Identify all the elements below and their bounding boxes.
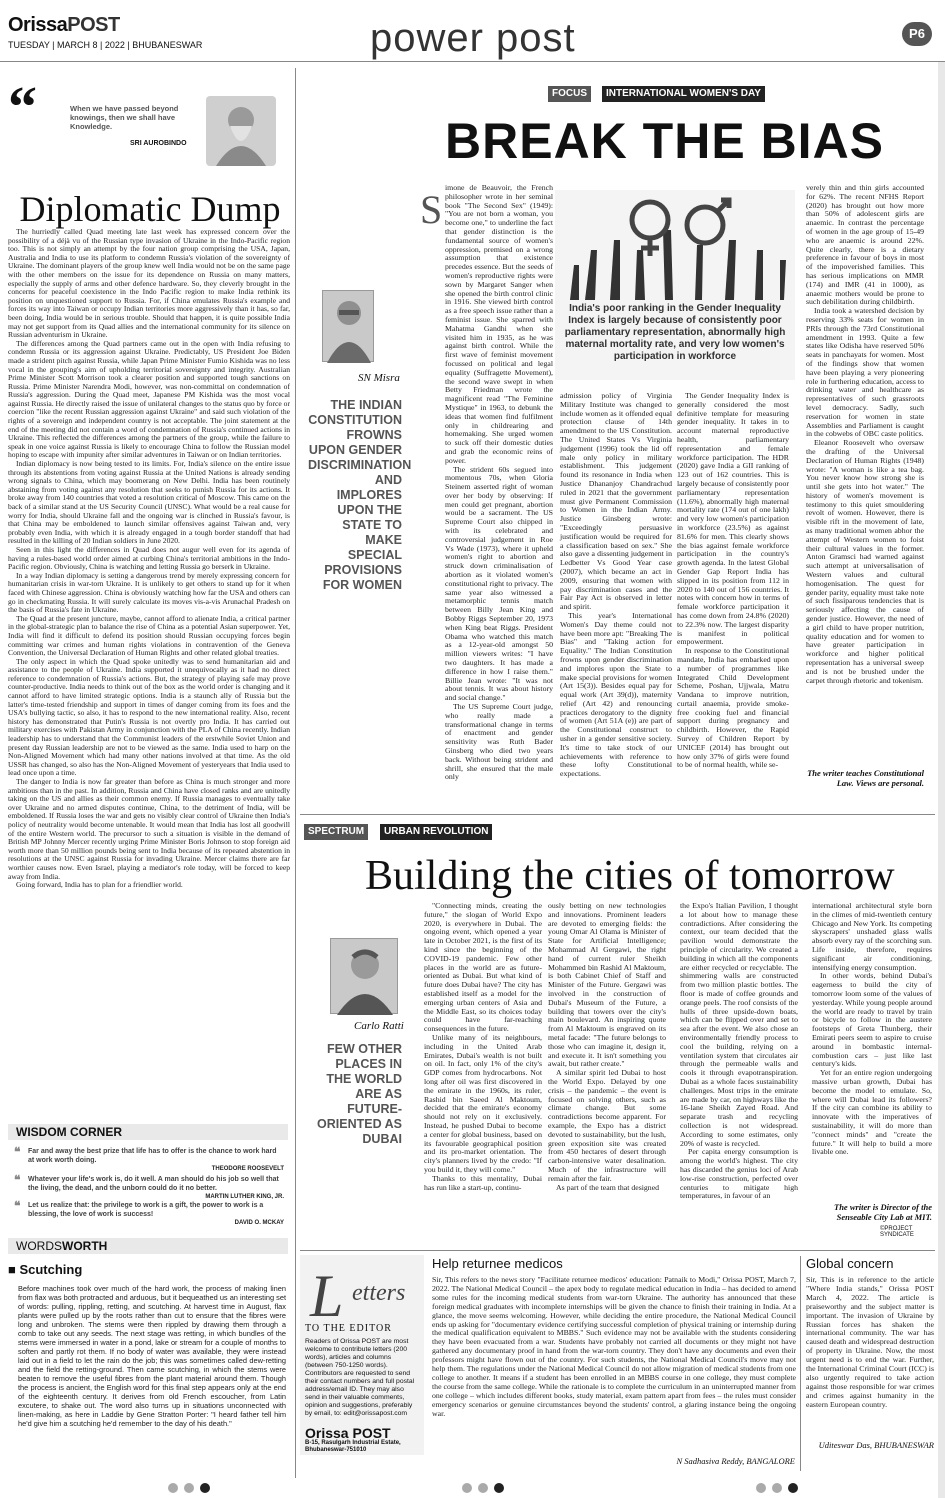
focus-column-2: admission policy of Virginia Military Institute was changed to include women as it offended equal protection clause of 14th amendment to the US Constitution. The United States Vs Virginia judgement (1996) took the lid off male only policy in military establishment. This judgement found its resonance in India when Justice Dhananjoy Chandrachud ruled in 2021 that the government must give Permanent Commission to Women in the Indian Army. Justice Ginsberg wrote: "Exceedingly persuasive justification would be required for a classification based on sex." She also gave a dissenting judgement in Ledbetter Vs Good Year case (2007), which became an act in 2009, ensuring that women with pay discrimination cases and the Fair Pay Act is observed in letter and spirit. This year's International Women's Day theme could not have been more apt: "Breaking The Bias" and "Taking action for Equality." The Indian Constitution frowns upon gender discrimination and implores upon the State to make special provisions for women (Art 15(3)). Besides equal pay for equal work (Art 39(d)), maternity relief (Art 42) and renouncing practices derogatory to the dignity of women (Art 51A (e)) are part of the Constitutional construct to usher in a gender sensitive society. It's time to take stock of our achievements with reference to these lofty Constitutional expectations.	[560, 391, 672, 779]
page-number-badge: P6	[902, 22, 932, 46]
author-photo	[322, 290, 374, 362]
column-divider	[800, 1256, 801, 1471]
editorial-paragraph: Indian diplomacy is now being tested to its limits. For, India's silence on the entire issue through its abstentions from voting against Russia at the United Nations is already sending wrong signals to China, which may boomerang on New Delhi. India has been routinely abstaining from voting against any resolution that seeks to punish Russia for its actions. It broke away from 140 countries that voted a resolution critical of Moscow. This came on the back of a similar stand at the US Security Council (UNSC). What would be a real cause for worry for India, should Ukraine fall and the ongoing war is clinched in Russia's favour, is that China may be emboldened to launch similar offensives against Taiwan and, very probably even India, with which it is already engaged in a tough border standoff that had resulted in the killing of 20 Indian soldiers in June 2020.	[8, 459, 290, 546]
spectrum-column-2: ously betting on new technologies and innovations. Prominent leaders are devoted to emerging fields: the young Omar Al Olama is Minister of State for Artificial Intelligence; Mohammad Al Gergawi, the right hand of current ruler Sheikh Mohammed bin Rashid Al Maktoum, is both Cabinet Chief of Staff and Minister of the Future. Gergawi was involved in the construction of Dubai's Museum of the Future, a building that towers over the city's main boulevard. An inspiring quote from Al Maktoum is engraved on its metal facade: "The future belongs to those who can imagine it, design it, and execute it. It isn't something you await, but rather create." A similar spirit led Dubai to host the World Expo. Delayed by one crisis – the pandemic – the event is focused on solving others, such as climate change. But some contradictions become apparent. For example, the Expo has a district devoted to sustainability, but the lush, green exposition site was created from 450 hectares of desert through carbon-intensive water desalination. Much of the infrastructure will remain after the fair. As part of the team that designed	[548, 901, 666, 1192]
spectrum-headline: Building the cities of tomorrow	[365, 853, 895, 899]
section-divider	[300, 1250, 935, 1251]
quote-text: When we have passed beyond knowings, then we shall have Knowledge.	[70, 104, 179, 131]
letter-body: Sir, This refers to the news story "Facilitate returnee medicos' education: Patnaik to Modi," Orissa POST, March 7, 2022. The National Medical Council – the apex body to regulate medical education in India – has decided to amend some rules for the incoming medical students from war-torn Ukraine. The authority has announced that these foreign medical graduates with incomplete internships will be given the chance to finish their training in India. At a glance, the move seems welcoming. However, while deciding the entire procedure, the National Medical Council ends up asking for "documentary evidence certifying successful completion of physical training or internship during the medical qualification equivalent to MBBS." Such evidence may not be available with the students considering they have been evacuated from a war. Students have probably not carried all documents or they might not have gathered any documentary proof in hand from the war-torn country. They don't have any documents and even their professors might have flown out of the country. For such students, the National Medical Council's move may not help them. The regulations under the National Medical Council do not allow migration of medical students from one college to another. It means if a student has been enrolled in an MBBS course in one college, they must complete the course from the same college. While the rationale is to complete the curriculum in an uninterrupted manner from one college – which includes different books, study material, exam pattern apart from fees – the rules must consider emergency scenarios or genuine circumstances beyond the students' control, a glaring instance being the ongoing war.	[432, 1275, 796, 1418]
syndicate-credit: ©PROJECT SYNDICATE	[880, 1226, 914, 1238]
letters-title: etters	[352, 1280, 406, 1306]
column-divider	[295, 68, 296, 1478]
focus-image-caption: India's poor ranking in the Gender Inequality Index is largely because of consistently poor parliamentary representation, abnormally high maternal mortality rate, and very low women's participation in workforce	[564, 303, 786, 362]
editorial-paragraph: The differences among the Quad partners came out in the open with India refusing to condemn Russia or its aggression against Ukraine. Predictably, US President Joe Biden made a strident pitch against Russia, while Japan Prime Minister Fumio Kishida was no less vocal in the grouping's aim of upholding territorial sovereignty and integrity. Australian Prime Minister Scott Morrison took a clearer position and supported tough sanctions on Russia. Prime Minister Narendra Modi, however, was non-committal on condemnation of Russia's aggression. During the Quad meet, Japanese PM Kishida was the most vocal against Russia. He directly raised the issue of unilateral changes to the status quo by force or coercion "like the recent Russian aggression against Ukraine" and said such violation of the rights of a sovereign and independent country is not acceptable. The joint statement at the end of the meeting did not contain a word of condemnation of Russia's continued actions in Ukraine. This reflected the differences among the partners of the group, while the failure to speak in one voice against Russia is likely to encourage China to follow the Russian model hoping to escape with impunity after similar adventures in Taiwan or on Indian territories.	[8, 338, 290, 460]
page-dot[interactable]	[184, 1483, 194, 1493]
focus-column-1: imone de Beauvoir, the French philosopher wrote in her seminal book "The Second Sex" (1949): "You are not born a woman, you become one," to underline the fact that gender distinction is the fundamental source of women's oppression, premised on a wrong assumption that existence precedes essence. But the seeds of women's reproductive rights were sown by Margaret Sanger when she opened the birth control clinic in 1916. She viewed birth control as a free speech issue rather than a feminist issue. She sparred with Mahatma Gandhi when she visited him in 1935, as he was against birth control. While the first wave of feminist movement focussed on political and legal equality (Suffragette Movement), the second wave swept in when Betty Friedman wrote the magnificent read "The Feminine Mystique" in 1963, to debunk the ideas that women find fulfilment only in childrearing and homemaking. She urged women to suck off their domestic duties and grab the economic reins of power. The strident 60s segued into momentous 70s, when Gloria Steinem asserted right of woman over her body by observing: If men could get pregnant, abortion would be a sacrament. The US Supreme Court also chipped in with its celebrated and controversial judgement in Roe Vs Wade (1973), where it upheld women's right to abortion and struck down criminalisation of abortion as it violated women's constitutional right to privacy. The same year also witnessed a metamorphic tennis match between Billy Jean King and Bobby Riggs September 20, 1973 when King beat Riggs. President Obama who watched this match as a 12-year-old amongst 50 million viewers writes: "I have two daughters. It has made a difference in how I raise them." Billie Jean wrote: "It was not about tennis. It was about history and social change." The US Supreme Court judge, who really made a transformational change in terms of enactment and gender sensitivity was Ruth Bader Ginsberg who died two years back. Without being strident and shrill, she ensured that the male only	[445, 183, 553, 782]
page-dot[interactable]	[462, 1483, 472, 1493]
editorial-body	[8, 228, 290, 1108]
letter-headline: Global concern	[806, 1256, 894, 1271]
focus-column-1-indent	[420, 233, 445, 674]
wordsworth-text: Before machines took over much of the hard work, the process of making linen from flax was both protracted and arduous, but it bequeathed us an interesting set of words: pulling, rippling, retting, and scutching. At harvest time in August, flax plants were pulled up by the roots rather than cut to ensure that the fibres were long and unbroken. The stems were then rippled by drawing them through a comb to take out any seeds. The next stage was retting, in which bundles of the stems were immersed in water in a pond, lake or stream for a couple of months to soften and partly rot them. If no body of water was available, they were instead laid out in a field to let the rain do the job; this was sometimes called dew-retting and the field the retting-ground. Then came scutching, in which the stems were beaten to remove the useful fibres from the plant material around them. Though the process is ancient, the English word for this final step appears only at the end of the eighteenth century. It derives from old French escoucher, from Latin excutere, to shake out. The word also turns up in situations unconnected with linen-making, as here in Laddie by Gene Stratton Porter: "I heard father tell him he'd give him a scutching he'd remember to the day of his death."	[18, 1284, 286, 1428]
letter-signature: N Sadhasiva Reddy, BANGALORE	[676, 1456, 795, 1466]
quote-icon: ❝	[14, 1199, 21, 1213]
dateline: TUESDAY | MARCH 8 | 2022 | BHUBANESWAR	[8, 40, 203, 50]
focus-author-note: The writer teaches Constitutional Law. Views are personal.	[807, 768, 924, 788]
letter-signature: Uditeswar Das, BHUBANESWAR	[818, 1440, 934, 1450]
word-of-day: ■ Scutching	[8, 1262, 83, 1277]
focus-kicker-topic: INTERNATIONAL WOMEN'S DAY	[602, 86, 765, 102]
focus-column-4: verely thin and thin girls accounted for 62%. The recent NFHS Report (2020) has brought out how more than 50% of adolescent girls are anaemic. In contrast the percentage of women in the age group of 15-49 who are anaemic is around 22%. Quite clearly, there is a dietary preference in favour of boys in most of the impoverished families. This has serious implications on MMR (174) and IMR (41 in 1000), as anaemic mothers would be prone to such debilitation during childbirth. India took a watershed decision by reserving 33% seats for women in PRIs through the 73rd Constitutional amendment in 1993. Quite a few states like Odisha have reserved 50% seats in panchayats for women. Most of the findings show that women have been playing a very pioneering role in furthering education, access to drinking water and healthcare as representatives of such grassroots level democracy. Sadly, such reservation for women in state Assemblies and Parliament is caught in the cobwebs of OBC caste politics. Eleanor Roosevelt who oversaw the drafting of the Universal Declaration of Human Rights (1948) wrote: "A woman is like a tea bag. You never know how strong she is until she gets into hot water." The history of women's movement is testimony to this quiet smouldering revolt of women. However, there is visible rift in the movement of late, as many traditional women abhor the attempt of Western women to foist their cultural values in the former. Anton Gramsci had warned against such attempt at universalisation of Western values and cultural homogenisation. The quest for gender parity, equality must take note of such fissiparous tendencies that is seriously affecting the cause of gender justice. However, the need of a girl child to have proper nutrition, quality education and for women to have greater participation in workforce and higher political representation has a universal sweep and is not be brushed under the carpet through rhetoric and tokenism.	[806, 183, 924, 685]
page-dot[interactable]	[478, 1483, 488, 1493]
letters-address: B-15, Rasulgarh Industrial Estate, Bhubaneswar-751010	[305, 1440, 401, 1453]
editorial-paragraph: The only aspect in which the Quad spoke unitedly was to send humanitarian aid and assistance to the people of Ukraine. India supported it unequivocally as it had no direct reference to condemnation of Russia's actions. But, the strategy of playing safe may prove counter-productive. India needs to think out of the box as the world order is changing and it cannot afford to have limited strategic options. India is a staunch ally of Russia but the latter's time-tested friendship and support in times of danger coming from its foes and the USA's bullying tactic, so also, it has to respond to the new international reality. Also, recent history has demonstrated that Putin's Russia is not overtly pro India. It has carried out military exercises with Pakistan Army in conjunction with the PLA of China recently. Indian leadership has to understand that the Communist leaders of the erstwhile Soviet Union and present day Russian leadership are not to be viewed as the same. India used to harp on the Non-Aligned Movement which had many other nations involved at that time. As the old USSR has changed, so also has the Non-Aligned Movement of yesteryears that India used to lead once upon a time.	[8, 656, 290, 778]
editorial-paragraph: Going forward, India has to plan for a friendlier world.	[16, 880, 183, 890]
spectrum-column-3: the Expo's Italian Pavilion, I thought a lot about how to manage these contradictions. After considering the context, our team decided that the pavilion would demonstrate the principle of circularity. We created a building in which all the components are either recycled or recyclable. The shimmering walls are constructed from two million plastic bottles. The floor is made of coffee grounds and orange peels. The roof consists of the hulls of three upside-down boats, which can be flipped over and set to sea after the event. We also chose an environmentally friendly process to cool the building, relying on a ventilation system that circulates air through the permeable walls and cools it through evapotranspiration. Dubai as a whole faces sustainability challenges. Most trips in the emirate are made by car, on highways like the 16-lane Sheikh Zayed Road. And separate trash and recycling collection is not widespread. According to some estimates, only 20% of waste is recycled. Per capita energy consumption is among the world's highest. The city has discarded the genius loci of Arab low-rise construction, perfected over centuries to mitigate high temperatures, in favour of an	[680, 901, 798, 1201]
editorial-paragraph: The hurriedly called Quad meeting late last week has expressed concern over the possibility of a déjà vu of the Russian type invasion of Ukraine in the Indo-Pacific region too. This is not simply an attempt by the four nation group comprising the USA, Japan, Australia and India to use its platform to condemn Russia's violation of the sovereignty of Ukraine. The dominant players of the group knew well India would not be on the same page with the other members on the issue for its dependence on Russia on many matters, especially the supply of arms and other defence hardware. So, they cleverly brought in the concerns for peaceful coexistence in the Indo Pacific region to make India rethink its position on unquestioned support to Russia. For, if China emulates Russia's example and forces its way into Taiwan or occupy Indian territories more aggressively than it has, so far, been doing, India would be in serious trouble. Should that happen, it is quite possible India may not get support from its Quad allies and the international community for its silence on Russian adventurism in Ukraine.	[8, 227, 290, 340]
letters-logo: Orissa POST	[305, 1425, 391, 1441]
wordsworth-header: WORDSWORTH	[8, 1238, 288, 1254]
scrollbar[interactable]	[938, 62, 945, 1498]
letter-body: Sir, This is in reference to the article "Where India stands," Orissa POST March 4, 2022. The article is praiseworthy and the subject matter is important. The invasion of Ukraine by Russian forces has shaken the international community. The war has caused death and widespread destruction of property in Ukraine. Now, the most urgent need is to end the war. Further, the International Criminal Court (ICC) is also urgently required to take action against those responsible for war crimes and crimes against humanity in the eastern European country.	[806, 1275, 934, 1409]
wisdom-quote: ❝ Let us realize that: the privilege to work is a gift, the power to work is a blessing, the love of work is success! DAVID O. MCKAY	[14, 1199, 284, 1226]
page-dot[interactable]	[168, 1483, 178, 1493]
author-portrait-photo	[206, 96, 276, 166]
letter-headline: Help returnee medicos	[432, 1256, 563, 1271]
spectrum-pull-quote: FEW OTHER PLACES IN THE WORLD ARE AS FUTURE-ORIENTED AS DUBAI	[317, 1042, 402, 1146]
focus-kicker: FOCUS	[548, 86, 591, 102]
quote-mark-icon: “	[8, 74, 37, 139]
editorial-headline: Diplomatic Dump	[19, 189, 281, 229]
masthead	[0, 0, 945, 62]
page-dot[interactable]	[772, 1483, 782, 1493]
spectrum-kicker-topic: URBAN REVOLUTION	[380, 824, 492, 840]
focus-headline: BREAK THE BIAS	[445, 113, 885, 169]
spectrum-kicker: SPECTRUM	[304, 824, 368, 840]
spectrum-column-1: "Connecting minds, creating the future," the slogan of World Expo 2020, is everywhere in Dubai. The ongoing event, which opened a year late in October 2021, is the first of its kind since the beginning of the COVID-19 pandemic. Few other places in the world are as future-oriented as Dubai. But what kind of future does Dubai have? The city has established itself as a model for the emerging urban centers of Asia and the Middle East, so its choices today could have far-reaching consequences in the future. Unlike many of its neighbours, including in the United Arab Emirates, Dubai's wealth is not built on oil. In fact, only 1% of the city's GDP comes from hydrocarbons. Not long after oil was first discovered in the emirate in the 1960s, its ruler, Rashid bin Saeed Al Maktoum, decided that the emirate's economy should not rely on it exclusively. Instead, he pushed Dubai to become a center for global business, based on its favourable geographical position and its pro-market orientation. The city's planners lived by the credo: "If you build it, they will come." Thanks to this mentality, Dubai has run like a start-up, continu-	[424, 901, 542, 1192]
focus-byline: SN Misra	[358, 372, 400, 384]
drop-cap: S	[420, 187, 443, 232]
page-dot-current[interactable]	[494, 1483, 504, 1493]
editorial-paragraph: The Quad at the present juncture, maybe, cannot afford to alienate India, a critical partner in the global-strategic plan to balance the rise of China as a potential Asian superpower. Yet, India will find it difficult to defend its position should Russian occupying forces begin committing war crimes and human rights violations in contravention of the Geneva Convention, the Universal Declaration of Human Rights and other related global treaties.	[8, 613, 290, 658]
letters-title-initial: L	[310, 1263, 344, 1329]
quote-icon: ❝	[14, 1145, 21, 1159]
editorial-paragraph: Seen in this light the differences in Quad does not augur well even for its agenda of having a rules-based world order aimed at curbing China's territorial ambitions in the Indo-Pacific region. Obviously, China is watching and letting Russia go berserk in Ukraine.	[8, 544, 290, 572]
author-photo	[330, 938, 398, 1014]
page-navigation	[0, 1478, 945, 1498]
spectrum-column-4: international architectural style born in the climes of mid-twentieth century Chicago and New York. Its competing skyscrapers' unshaded glass walls absorb every ray of the scorching sun. Life inside, therefore, requires significant air conditioning, intensifying energy consumption. In other words, behind Dubai's eagerness to build the city of tomorrow loom some of the values of yesterday. While young people around the world are ready to travel by train or bicycle to follow in the austere footsteps of Greta Thunberg, their Emirati peers seem to aspire to cruise around in bombastic internal-combustion cars – just like last century's kids. Yet for an entire region undergoing massive urban growth, Dubai has become the model to emulate. So, where will Dubai lead its followers? If the city can combine its ability to innovate with the imperatives of sustainability, it will do more than "connect minds" and "create the future." It will help to build a more livable one.	[812, 901, 932, 1157]
focus-pull-quote: THE INDIAN CONSTITUTION FROWNS UPON GENDER DISCRIMINATION AND IMPLORES UPON THE STATE TO MAKE SPECIAL PROVISIONS FOR WOMEN	[308, 398, 412, 592]
wisdom-quote: ❝ Whatever your life's work is, do it well. A man should do his job so well that the living, the dead, and the unborn could do it no better. MARTIN LUTHER KING, JR.	[14, 1173, 284, 1200]
newspaper-logo[interactable]: OrissaPOST	[8, 14, 120, 36]
letters-subtitle: TO THE EDITOR	[305, 1323, 392, 1334]
letters-info: Readers of Orissa POST are most welcome to contribute letters (200 words), articles and columns (between 750-1250 words). Contributors are requested to send their contact numbers and full postal address/email ID. They may also send in their valuable comments, opinion and suggestions, preferably by email, to: edit@orissapost.com	[305, 1338, 415, 1417]
page-dot-current[interactable]	[200, 1483, 210, 1493]
spectrum-byline: Carlo Ratti	[354, 1020, 404, 1032]
wisdom-corner-header: WISDOM CORNER	[8, 1124, 288, 1140]
wisdom-quote: ❝ Far and away the best prize that life has to offer is the chance to work hard at work worth doing. THEODORE ROOSEVELT	[14, 1145, 284, 1172]
quote-author: SRI AUROBINDO	[130, 140, 187, 147]
spectrum-author-note: The writer is Director of the Senseable City Lab at MIT.	[834, 1202, 932, 1222]
focus-column-3: The Gender Inequality Index is generally considered the most definitive template for measuring gender inequality. It takes in to account maternal reproductive health, parliamentary representation and female workforce participation. The HDR (2020) gave India a GII ranking of 123 out of 162 countries. This is largely because of consistently poor parliamentary representation (11.6%), abnormally high maternal mortality rate (174 out of one lakh) and very low women's participation in workforce (23.5%) as against 81.6% for men. This clearly shows the bias against female workforce participation in the country's growth agenda. In the latest Global Gender Gap Report India has slipped in its position from 112 in 2020 to 140 out of 156 countries. It notes with concern how in terms of female workforce participation it has come down from 24.8% (2020) to 22.3% now. The largest disparity is manifest in political empowerment. In response to the Constitutional mandate, India has embarked upon a number of programmes like Integrated Child Development Scheme, Poshan, Ujjwala, Matru Vandana to improve nutrition, curtail anaemia, provide smoke-free cooking fuel and financial support during pregnancy and childbirth. However, the Rapid Survey of Children Report by UNICEF (2014) has brought out how only 37% of girls were found to be of normal health, while se-	[677, 391, 790, 770]
section-title: power post	[370, 16, 576, 60]
page-dot[interactable]	[756, 1483, 766, 1493]
editorial-paragraph: In a way Indian diplomacy is setting a dangerous trend by merely expressing concern for humanitarian crisis in war-torn Ukraine. It is unlikely to get others to stand up for it when faced with Chinese aggression. China is obviously watching how far the USA and others can go in checkmating Russia. It will surely calculate its moves vis-a-vis Arunachal Pradesh on the basis of Russia's fate in Ukraine.	[8, 570, 290, 615]
quote-icon: ❝	[14, 1173, 21, 1187]
editorial-paragraph: The danger to India is now far greater than before as China is much stronger and more ambitious than in the past. In addition, Russia and China have closed ranks and are unitedly taking on the US and allies as their common enemy. If Russia manages to eventually take over Ukraine and no armed disputes continue, China, to the detriment of India, will be emboldened. If Russia loses the war and gets no visibly clear control of Ukraine then India's policy of neutrality would become untenable. It would mean that India has lost all goodwill of the entire Western world. The precursor to such a situation is visible in the demand of British MP Johnny Mercer recently urging Prime Minister Boris Johnson to stop foreign aid worth more than 50 million pounds being sent to India because of its repeated abstention in resolutions at the UNSC against Russia for invading Ukraine. Mercer claims there are far worthier causes now. Even Israel, playing a mediator's role today, will be forced to keep away from India.	[8, 777, 290, 881]
page-dot-current[interactable]	[788, 1483, 798, 1493]
section-divider	[300, 814, 935, 815]
